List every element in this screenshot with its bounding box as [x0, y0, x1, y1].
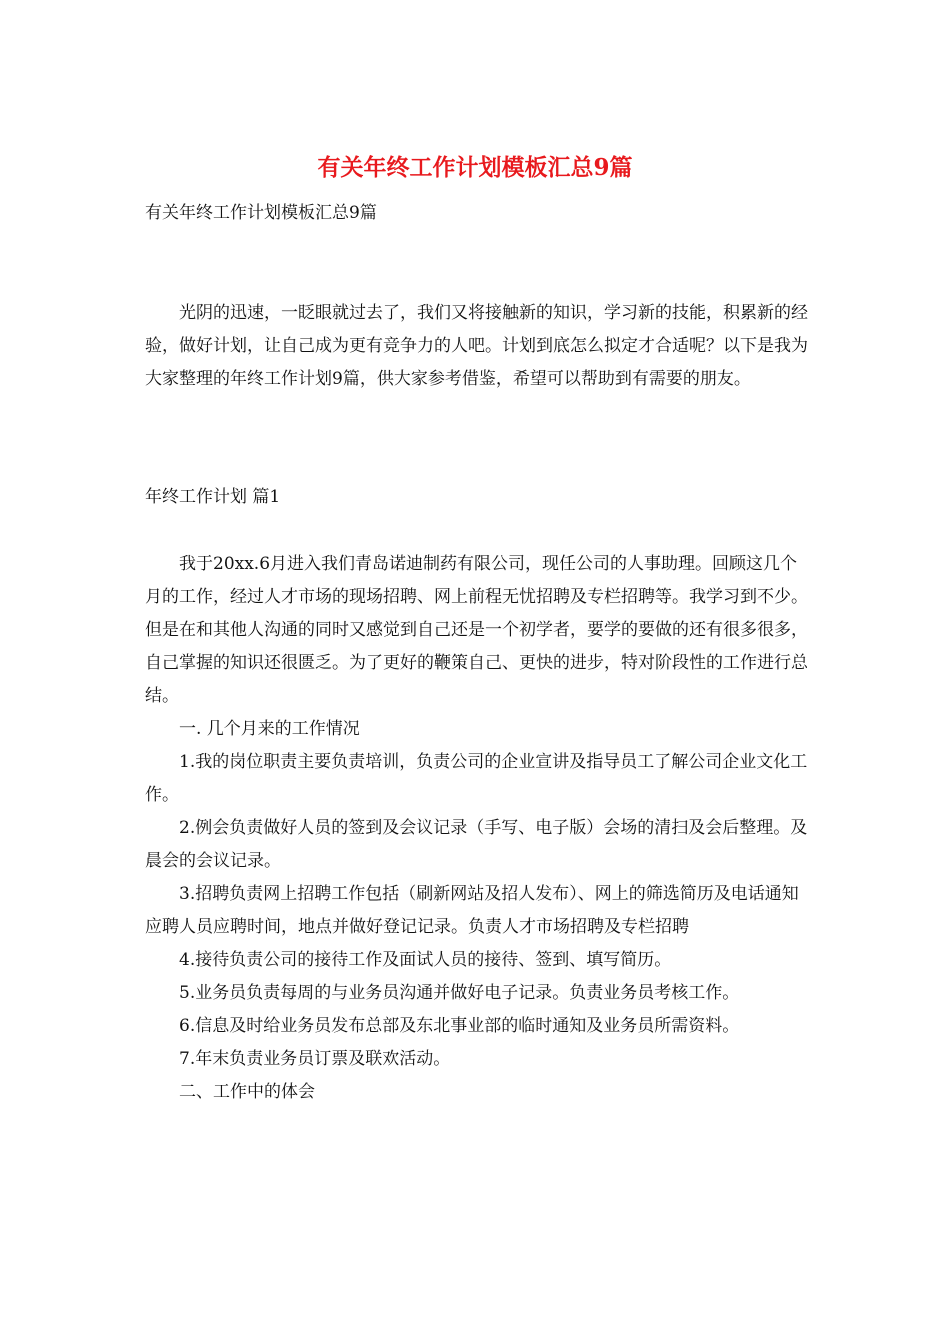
list-item: 3.招聘负责网上招聘工作包括（刷新网站及招人发布）、网上的筛选简历及电话通知应聘人员应聘时间，地点并做好登记记录。负责人才市场招聘及专栏招聘 [145, 884, 799, 937]
document-title: 有关年终工作计划模板汇总9篇 [317, 154, 633, 181]
list-item: 1.我的岗位职责主要负责培训，负责公司的企业宣讲及指导员工了解公司企业文化工作。 [145, 752, 808, 805]
list-item: 4.接待负责公司的接待工作及面试人员的接待、签到、填写简历。 [179, 950, 672, 970]
intro-paragraph: 光阴的迅速，一眨眼就过去了，我们又将接触新的知识，学习新的技能，积累新的经验，做好计划，让自己成为更有竞争力的人吧。计划到底怎么拟定才合适呢？以下是我为大家整理的年终工作计划9篇，供大家参考借鉴，希望可以帮助到有需要的朋友。 [145, 303, 808, 389]
section-heading: 年终工作计划 篇1 [145, 487, 281, 507]
list-item: 5.业务员负责每周的与业务员沟通并做好电子记录。负责业务员考核工作。 [179, 983, 740, 1003]
heading-two: 二、工作中的体会 [179, 1082, 315, 1102]
section-body [145, 548, 810, 1109]
list-item: 2.例会负责做好人员的签到及会议记录（手写、电子版）会场的清扫及会后整理。及晨会的会议记录。 [145, 818, 808, 871]
list-item: 7.年末负责业务员订票及联欢活动。 [179, 1049, 451, 1069]
document-subtitle: 有关年终工作计划模板汇总9篇 [145, 203, 377, 223]
heading-one: 一. 几个月来的工作情况 [179, 719, 360, 739]
list-item: 6.信息及时给业务员发布总部及东北事业部的临时通知及业务员所需资料。 [179, 1016, 740, 1036]
paragraph-1: 我于20xx.6月进入我们青岛诺迪制药有限公司，现任公司的人事助理。回顾这几个月的工作，经过人才市场的现场招聘、网上前程无忧招聘及专栏招聘等。我学习到不少。但是在和其他人沟通的同时又感觉到自己还是一个初学者，要学的要做的还有很多很多，自己掌握的知识还很匮乏。为了更好的鞭策自己、更快的进步，特对阶段性的工作进行总结。 [145, 554, 808, 706]
